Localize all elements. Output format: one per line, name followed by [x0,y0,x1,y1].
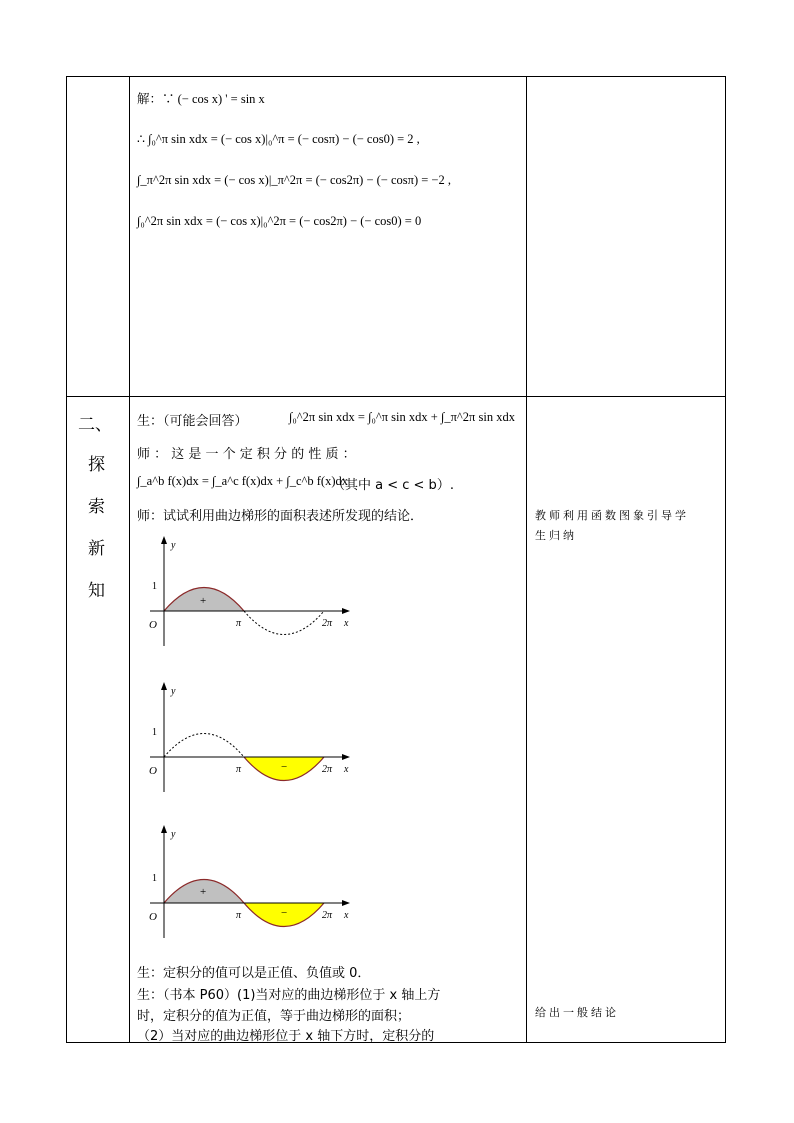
solution-line-3: ∫_π^2π sin xdx = (− cos x)|_π^2π = (− cos2π) − (− cosπ) = −2 , [137,173,451,187]
solution-line-4: ∫₀^2π sin xdx = (− cos x)|₀^2π = (− cos2π) − (− cos0) = 0 [137,214,422,228]
property-formula: ∫_a^b f(x)dx = ∫_a^c f(x)dx + ∫_c^b f(x)dx [137,474,348,488]
minus-sign: − [281,907,288,919]
property-condition: （其中 a < c < b）. [332,478,454,493]
stage-char-4: 知 [88,581,105,601]
plus-sign: + [200,886,207,898]
one-label: 1 [152,727,157,738]
conclusion-1: 生：定积分的值可以是正值、负值或 0． [137,966,371,981]
x-axis-arrow [342,608,350,614]
student-answer-prefix: 生：（可能会回答） [137,414,248,429]
solution-line-1: 解：∵ (− cos x) ' = sin x [137,92,265,106]
pi-label: π [236,764,242,775]
conclusion-2a: 生：（书本 P60）(1)当对应的曲边梯形位于 x 轴上方 [137,988,441,1003]
stage-char-3: 新 [88,539,105,559]
x-label: x [344,618,349,629]
sine-graph-negative [140,680,360,800]
one-label: 1 [152,873,157,884]
y-axis-arrow [161,536,167,544]
pi-label: π [236,618,242,629]
y-axis-arrow [161,825,167,833]
table-border-top [66,76,726,77]
conclusion-2b: 时，定积分的值为正值，等于曲边梯形的面积； [137,1009,411,1024]
table-column-divider-2 [526,76,527,1043]
table-border-left [66,76,67,1043]
table-column-divider-1 [129,76,130,1043]
pi-label: π [236,910,242,921]
x-label: x [344,764,349,775]
x-axis-arrow [342,754,350,760]
stage-char-1: 探 [88,455,105,475]
origin-label: O [149,765,157,777]
y-label: y [171,540,176,551]
x-label: x [344,910,349,921]
origin-label: O [149,619,157,631]
solution-line-2: ∴ ∫₀^π sin xdx = (− cos x)|₀^π = (− cosπ) − (− cos0) = 2 , [137,132,420,146]
table-border-right [725,76,726,1043]
note-graph-guidance: 教师利用函数图象引导学 [535,509,689,522]
origin-label: O [149,911,157,923]
sine-curve-dotted [164,734,244,758]
table-row-divider [66,396,726,397]
conclusion-3: （2）当对应的曲边梯形位于 x 轴下方时，定积分的 [137,1029,435,1044]
student-answer-formula: ∫₀^2π sin xdx = ∫₀^π sin xdx + ∫_π^2π sin xdx [289,410,515,424]
teacher-prompt: 师：试试利用曲边梯形的面积表述所发现的结论． [137,509,424,524]
sine-graph-positive [140,534,360,654]
two-pi-label: 2π [322,910,333,921]
one-label: 1 [152,581,157,592]
y-axis-arrow [161,682,167,690]
teacher-property-label: 师 ： 这 是 一 个 定 积 分 的 性 质 ： [137,447,356,462]
minus-sign: − [281,761,288,773]
two-pi-label: 2π [322,764,333,775]
sine-graph-both [140,823,360,943]
note-graph-guidance-2: 生归纳 [535,529,577,542]
two-pi-label: 2π [322,618,333,629]
x-axis-arrow [342,900,350,906]
stage-number: 二、 [78,415,112,435]
plus-sign: + [200,595,207,607]
y-label: y [171,829,176,840]
sine-curve-dotted [244,611,324,635]
note-general-conclusion: 给出一般结论 [535,1006,619,1019]
stage-char-2: 索 [88,497,105,517]
y-label: y [171,686,176,697]
